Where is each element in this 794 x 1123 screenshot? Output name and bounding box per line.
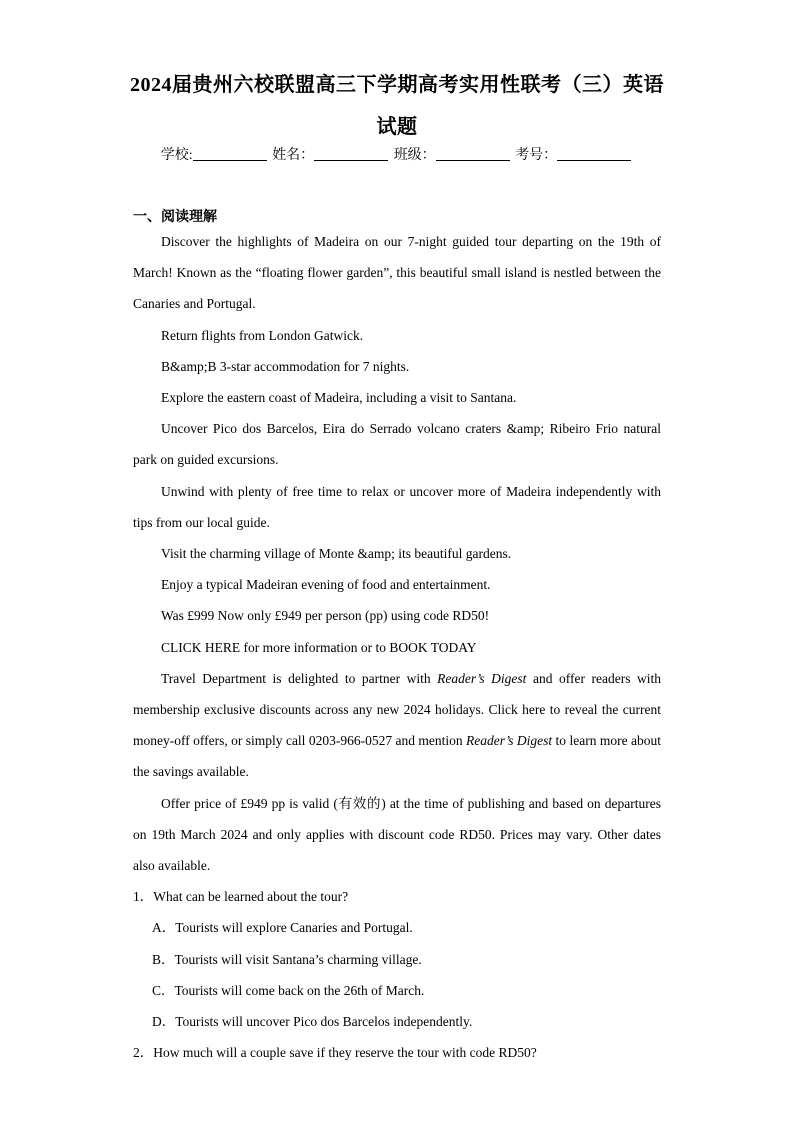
passage-paragraph: Was £999 Now only £949 per person (pp) using code RD50!: [161, 608, 490, 624]
passage-paragraph: [133, 663, 661, 788]
answer-option[interactable]: B．Tourists will visit Santana’s charming village.: [152, 951, 422, 967]
name-label: 姓名：: [272, 148, 315, 163]
answer-option[interactable]: A．Tourists will explore Canaries and Portugal.: [152, 920, 413, 936]
passage-paragraph: B&amp;B 3-star accommodation for 7 nights.: [161, 358, 410, 374]
question-stem: 1．What can be learned about the tour?: [133, 889, 349, 905]
exam-number-blank[interactable]: [557, 146, 631, 161]
class-label: 班级：: [393, 148, 436, 163]
text-run: to learn more about the savings available.: [133, 733, 661, 780]
answer-option[interactable]: C．Tourists will come back on the 26th of March.: [152, 982, 425, 998]
passage-paragraph: Enjoy a typical Madeiran evening of food and entertainment.: [161, 577, 491, 593]
passage-paragraph: Visit the charming village of Monte &amp; its beautiful gardens.: [161, 546, 512, 562]
passage-paragraph: Uncover Pico dos Barcelos, Eira do Serrado volcano craters &amp; Ribeiro Frio natural park on guided excursions.: [133, 421, 661, 468]
text-run: Travel Department is delighted to partner with: [161, 670, 438, 686]
answer-option[interactable]: D．Tourists will uncover Pico dos Barcelos independently.: [152, 1014, 473, 1030]
name-blank[interactable]: [314, 146, 388, 161]
book-link-paragraph[interactable]: CLICK HERE for more information or to BOOK TODAY: [161, 639, 477, 655]
student-info-line: [0, 144, 794, 164]
exam-title-line1: 2024届贵州六校联盟高三下学期高考实用性联考（三）英语: [130, 74, 664, 96]
reading-content: [133, 226, 661, 1068]
section-heading: 一、阅读理解: [133, 210, 217, 225]
passage-paragraph: Unwind with plenty of free time to relax or uncover more of Madeira independently with tips from our local guide.: [133, 483, 661, 530]
passage-paragraph: Discover the highlights of Madeira on our 7-night guided tour departing on the 19th of March! Known as the “floating flower garden”, this beautiful small island is nestled between the Canaries and Portugal.: [133, 234, 661, 312]
passage-paragraph: Offer price of £949 pp is valid (有效的) at the time of publishing and based on departures on 19th March 2024 and only applies with discount code RD50. Prices may vary. Other dates also available.: [133, 795, 661, 874]
text-run: and offer readers with membership exclusive discounts across any new 2024 holidays. Click here to reveal the current money-off offers, or simply call 0203-966-0527 and mention: [133, 670, 662, 749]
school-blank[interactable]: [193, 146, 267, 161]
passage-paragraph: Explore the eastern coast of Madeira, including a visit to Santana.: [161, 390, 517, 406]
class-blank[interactable]: [436, 146, 510, 161]
exam-title-line2: 试题: [376, 116, 418, 138]
question-stem: 2．How much will a couple save if they reserve the tour with code RD50?: [133, 1045, 537, 1061]
school-label: 学校:: [160, 148, 193, 163]
publication-name: Reader’s Digest: [437, 670, 527, 686]
publication-name: Reader’s Digest: [466, 733, 553, 749]
exam-number-label: 考号：: [515, 148, 558, 163]
passage-paragraph: Return flights from London Gatwick.: [161, 327, 364, 343]
